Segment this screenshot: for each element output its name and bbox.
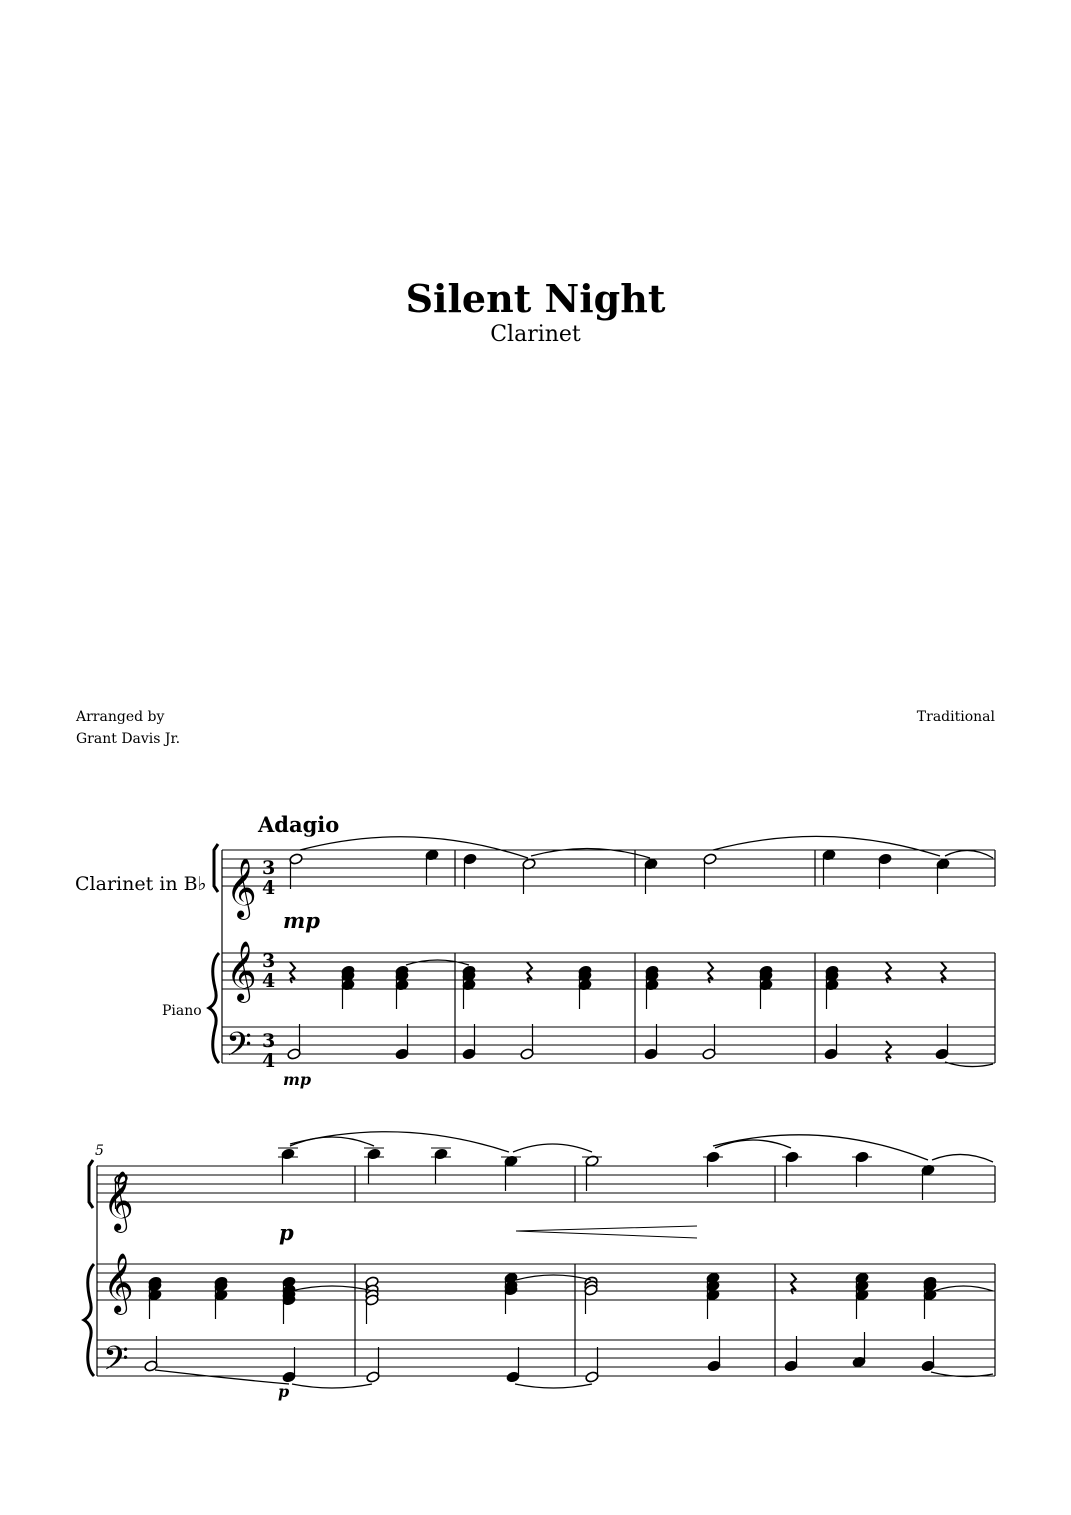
phrase-slur (290, 1132, 509, 1152)
clarinet-instrument-label: Clarinet in B♭ (75, 873, 207, 895)
bass-clef-icon: 𝄢 (226, 1026, 252, 1072)
piece-title: Silent Night (405, 276, 666, 321)
quarter-rest (886, 1041, 891, 1062)
tempo-marking: Adagio (258, 812, 340, 837)
time-signature-top: 3 (262, 1030, 276, 1052)
crescendo-hairpin (516, 1226, 697, 1238)
tie (513, 1144, 592, 1152)
piano-brace (84, 1264, 94, 1376)
tie (945, 850, 993, 858)
time-signature-bottom: 4 (262, 1050, 276, 1072)
tie (290, 1137, 374, 1146)
tie (292, 1384, 372, 1388)
piano-brace (209, 953, 219, 1063)
arranger-name: Grant Davis Jr. (76, 731, 181, 747)
dynamic-marking: mp (283, 908, 320, 933)
clarinet-bracket (214, 844, 218, 892)
dynamic-marking: mp (283, 1070, 312, 1089)
treble-clef-icon: 𝄞 (103, 1253, 134, 1313)
tie (291, 1286, 373, 1291)
dynamic-marking: p (278, 1382, 290, 1401)
measure-number: 5 (95, 1143, 104, 1159)
time-signature-bottom: 4 (262, 970, 276, 992)
phrase-slur (713, 1135, 928, 1160)
clarinet-bracket (89, 1160, 93, 1208)
tie (932, 1154, 993, 1162)
piece-subtitle: Clarinet (490, 322, 581, 347)
arranger-label: Arranged by (76, 709, 165, 725)
treble-clef-icon: 𝄞 (226, 941, 257, 1001)
tie (516, 1275, 591, 1280)
composer-credit: Traditional (916, 709, 995, 725)
time-signature-top: 3 (262, 857, 276, 879)
treble-clef-icon: 𝄞 (226, 858, 257, 918)
dynamic-marking: p (279, 1220, 294, 1245)
time-signature-bottom: 4 (262, 877, 276, 899)
treble-clef-icon: 𝄞 (103, 1171, 134, 1231)
time-signature-top: 3 (262, 950, 276, 972)
phrase-slur (300, 837, 528, 858)
bass-clef-icon: 𝄢 (103, 1340, 129, 1386)
tie (715, 1140, 791, 1148)
notes (114, 849, 950, 1383)
piano-instrument-label: Piano (162, 1003, 202, 1019)
tie (155, 1370, 289, 1384)
slurs-and-ties (155, 836, 993, 1388)
tie (934, 1286, 993, 1291)
tie (515, 1384, 592, 1388)
